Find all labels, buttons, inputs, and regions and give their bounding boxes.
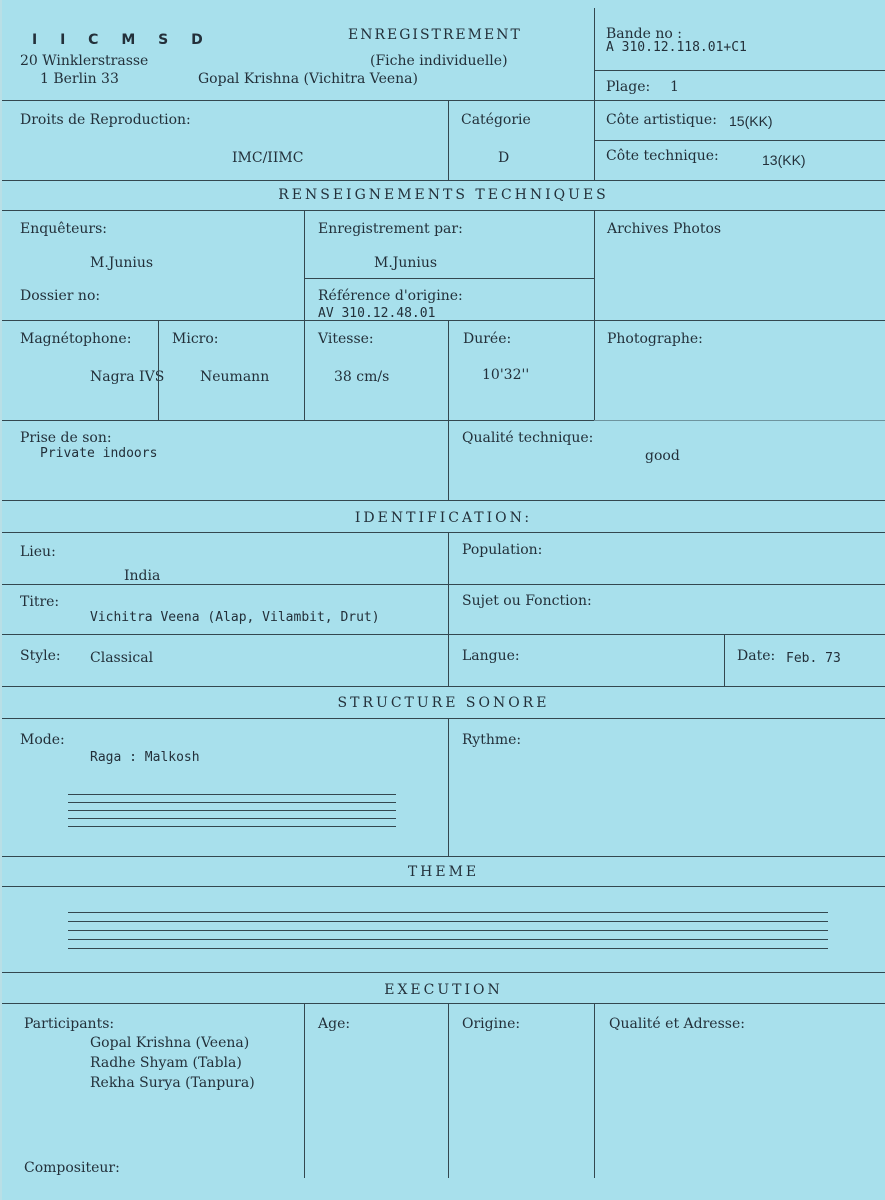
divider [2,584,885,585]
divider [2,972,885,973]
photographe-label: Photographe: [607,331,703,347]
section-structure-title: STRUCTURE SONORE [337,695,550,711]
qualite-adresse-label: Qualité et Adresse: [609,1016,745,1032]
participants-label: Participants: [24,1016,115,1032]
bande-label: Bande no : [606,26,682,42]
staff-line [68,912,828,913]
titre-value: Vichitra Veena (Alap, Vilambit, Drut) [90,610,380,625]
divider [304,1003,305,1178]
magnetophone-label: Magnétophone: [20,331,132,347]
divider [2,500,885,501]
age-label: Age: [318,1016,351,1032]
org-name: I I C M S D [32,32,212,48]
divider [594,8,595,100]
divider [2,210,885,211]
duree-label: Durée: [463,331,512,347]
staff-line [68,921,828,922]
bande-value: A 310.12.118.01+C1 [606,40,747,55]
lieu-label: Lieu: [20,544,56,560]
divider [448,718,449,856]
staff-line [68,794,396,795]
mode-label: Mode: [20,732,65,748]
categorie-label: Catégorie [461,112,531,128]
sujet-fonction-label: Sujet ou Fonction: [462,593,592,609]
section-theme-title: THEME [407,864,480,880]
reference-origine-label: Référence d'origine: [318,288,463,304]
form-title: ENREGISTREMENT [348,27,522,43]
compositeur-label: Compositeur: [24,1160,120,1176]
staff-line [68,939,828,940]
divider [2,100,885,101]
divider [2,886,885,887]
staff-line [68,802,396,803]
staff-line [68,930,828,931]
divider [2,718,885,719]
staff-line [68,826,396,827]
langue-label: Langue: [462,648,520,664]
recording-card [2,0,885,1200]
lieu-value: India [124,568,161,584]
plage-value: 1 [670,79,679,95]
droits-label: Droits de Reproduction: [20,112,191,128]
dossier-label: Dossier no: [20,288,101,304]
enqueteurs-value: M.Junius [90,255,154,271]
staff-line [68,810,396,811]
plage-label: Plage: [606,79,651,95]
prise-de-son-value: Private indoors [40,446,158,461]
rythme-label: Rythme: [462,732,522,748]
divider [158,320,159,420]
participant-item: Gopal Krishna (Veena) [90,1035,250,1051]
titre-label: Titre: [20,594,60,610]
staff-line [68,818,396,819]
enregistrement-par-value: M.Junius [374,255,438,271]
divider [594,140,885,141]
divider [448,320,449,500]
participant-item: Rekha Surya (Tanpura) [90,1075,255,1091]
micro-value: Neumann [200,369,270,385]
origine-label: Origine: [462,1016,521,1032]
divider [448,100,449,180]
duree-value: 10'32'' [482,367,530,383]
divider [2,320,885,321]
org-address-street: 20 Winklerstrasse [20,53,149,69]
enregistrement-par-label: Enregistrement par: [318,221,463,237]
population-label: Population: [462,542,543,558]
cote-technique-label: Côte technique: [606,148,719,164]
enqueteurs-label: Enquêteurs: [20,221,108,237]
micro-label: Micro: [172,331,219,347]
divider [2,532,885,533]
section-technical-title: RENSEIGNEMENTS TECHNIQUES [278,187,609,203]
divider [2,180,885,181]
style-value: Classical [90,650,154,666]
droits-value: IMC/IIMC [232,150,304,166]
staff-line [68,948,828,949]
divider [448,532,449,686]
divider [304,210,305,420]
divider [2,634,885,635]
section-execution-title: EXECUTION [384,982,503,998]
divider [2,1003,885,1004]
divider [724,634,725,686]
prise-de-son-label: Prise de son: [20,430,112,446]
divider [594,1003,595,1178]
form-subtitle: (Fiche individuelle) [370,53,508,69]
qualite-technique-label: Qualité technique: [462,430,594,446]
vitesse-label: Vitesse: [318,331,374,347]
divider [594,420,885,421]
cote-artistique-label: Côte artistique: [606,112,717,128]
date-label: Date: [737,648,776,664]
mode-value: Raga : Malkosh [90,750,200,765]
divider [2,686,885,687]
divider [2,856,885,857]
reference-origine-value: AV 310.12.48.01 [318,306,436,321]
divider [2,420,594,421]
org-address-city: 1 Berlin 33 [40,71,119,87]
divider [594,70,885,71]
cote-artistique-value: 15(KK) [729,113,773,129]
archives-photos-label: Archives Photos [607,221,722,237]
categorie-value: D [498,150,510,166]
divider [304,278,594,279]
cote-technique-value: 13(KK) [762,152,806,168]
vitesse-value: 38 cm/s [334,369,390,385]
artist-name: Gopal Krishna (Vichitra Veena) [198,71,418,87]
section-identification-title: IDENTIFICATION: [354,510,533,526]
divider [448,1003,449,1178]
date-value: Feb. 73 [786,651,841,666]
divider [594,210,595,420]
magnetophone-value: Nagra IVS [90,369,165,385]
qualite-technique-value: good [645,448,680,464]
participant-item: Radhe Shyam (Tabla) [90,1055,242,1071]
style-label: Style: [20,648,61,664]
